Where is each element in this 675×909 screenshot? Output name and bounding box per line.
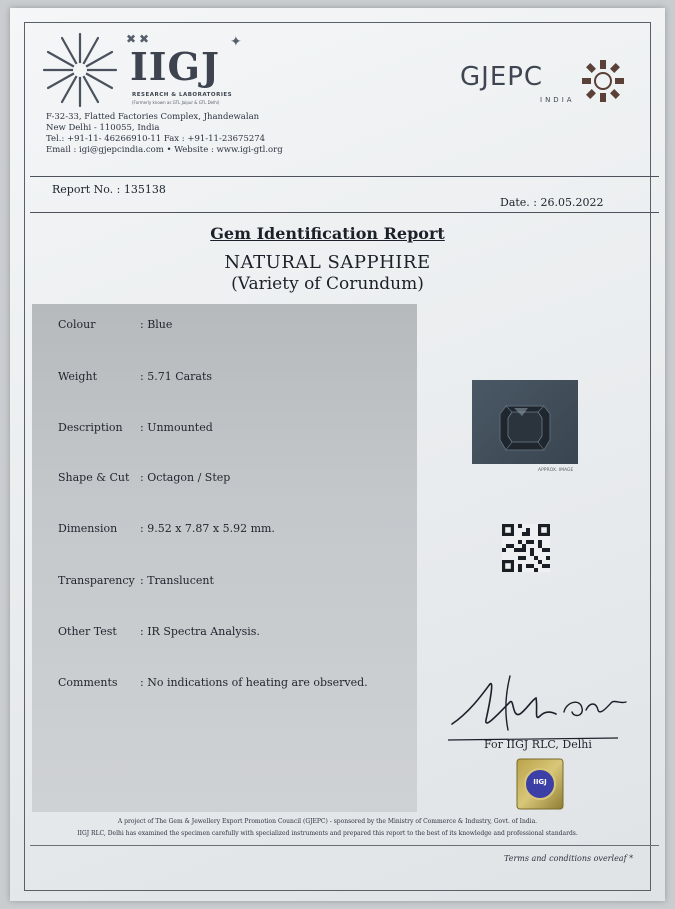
gjepc-country: INDIA [540,96,575,104]
gjepc-emblem-icon [580,58,626,104]
field-value: : Translucent [140,574,214,587]
address-line: Email : igi@gjepcindia.com • Website : www.igi-gtl.org [46,145,283,155]
field-value: : Blue [140,318,173,331]
divider [30,176,659,177]
field-label: Shape & Cut [58,471,130,484]
iigj-logo [40,30,270,115]
starburst-icon [40,30,120,110]
field-label: Colour [58,318,96,331]
logo-name: IIGJ [130,44,220,89]
address-line: F-32-33, Flatted Factories Complex, Jhandewalan [46,112,260,122]
field-label: Transparency [58,574,135,587]
field-value: : IR Spectra Analysis. [140,625,260,638]
gem-image [472,380,578,464]
footer-disclaimer: IIGJ RLC, Delhi has examined the specimen carefully with specialized instruments and prepared this report to the best of its knowledge and professional standards. [77,830,578,837]
field-label: Weight [58,370,97,383]
field-value: : 9.52 x 7.87 x 5.92 mm. [140,522,275,535]
gjepc-logo [460,60,630,120]
terms-link[interactable]: Terms and conditions overleaf * [504,854,634,863]
footer-sponsor: A project of The Gem & Jewellery Export Promotion Council (GJEPC) - sponsored by the Ministry of Commerce & Industry, Govt. of India. [117,818,538,825]
field-value: : Octagon / Step [140,471,231,484]
report-title: Gem Identification Report [210,224,445,243]
seal-text: IIGJ [533,778,547,786]
qr-code-icon[interactable] [502,524,550,572]
field-label: Comments [58,676,118,689]
logo-tagline: (Formerly known as GTL Jaipur & GTL Delhi) [132,100,220,105]
field-value: : 5.71 Carats [140,370,213,383]
lab-address [46,112,283,156]
gem-variety: (Variety of Corundum) [231,274,424,294]
photo-caption: APPROX. IMAGE [538,468,574,473]
field-label: Dimension [58,522,118,535]
report-number: Report No. : 135138 [52,183,166,196]
field-value: : Unmounted [140,421,213,434]
stars-icon: ✖✖ [126,32,153,46]
gem-name: NATURAL SAPPHIRE [224,252,431,273]
field-label: Description [58,421,123,434]
signatory: For IIGJ RLC, Delhi [484,738,592,751]
field-value: : No indications of heating are observed. [140,676,368,689]
divider [30,845,659,846]
address-line: Tel.: +91-11- 46266910-11 Fax : +91-11-23675274 [46,134,266,144]
field-label: Other Test [58,625,117,638]
gem-photo [472,380,578,464]
hologram-seal [516,758,564,810]
address-line: New Delhi - 110055, India [46,123,160,133]
divider [30,212,659,213]
logo-subtitle: RESEARCH & LABORATORIES [132,92,233,98]
report-date: Date. : 26.05.2022 [500,196,604,209]
gjepc-name: GJEPC [460,62,544,92]
sparkle-icon: ✦ [230,34,242,50]
